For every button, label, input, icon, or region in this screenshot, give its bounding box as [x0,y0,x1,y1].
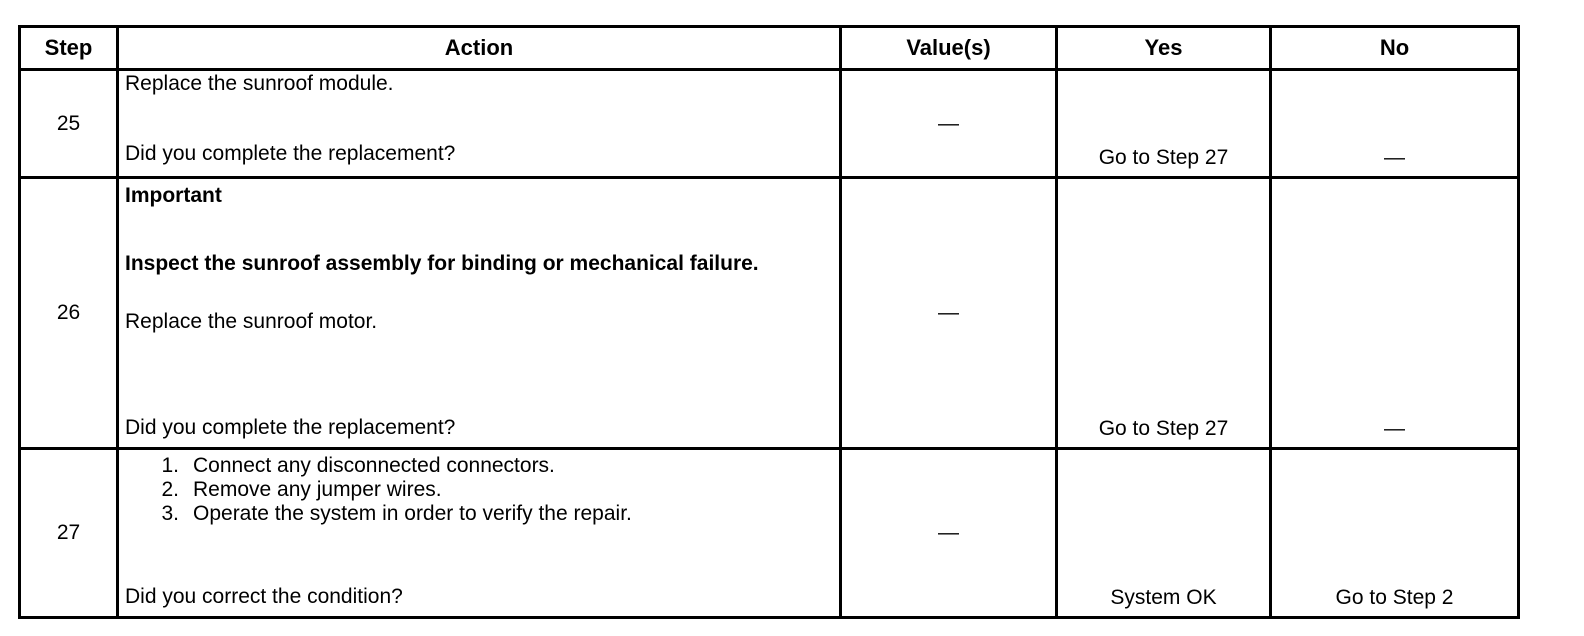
list-item [161,478,833,502]
yes-cell: Go to Step 27 [1057,178,1271,449]
step-number: 27 [20,449,118,618]
important-label: Important [125,184,222,207]
list-text: Connect any disconnected connectors. [193,454,555,477]
table-row-step-26 [20,178,1519,449]
header-values: Value(s) [841,27,1057,70]
header-row [20,27,1519,70]
action-text: Replace the sunroof module. [125,72,394,95]
list-text: Operate the system in order to verify the repair. [193,502,632,525]
value-cell: — [841,449,1057,618]
action-question: Did you complete the replacement? [125,142,456,165]
step-number: 25 [20,70,118,178]
action-question: Did you correct the condition? [125,585,403,608]
list-number: 2. [161,478,179,501]
header-step: Step [20,27,118,70]
action-question: Did you complete the replacement? [125,416,456,439]
list-number: 3. [161,502,179,525]
yes-cell: System OK [1057,449,1271,618]
header-yes: Yes [1057,27,1271,70]
list-item [161,454,833,478]
value-cell: — [841,178,1057,449]
list-item [161,502,833,526]
table-row-step-25 [20,70,1519,178]
no-cell: — [1271,178,1519,449]
action-text: Replace the sunroof motor. [125,310,378,333]
step-number: 26 [20,178,118,449]
list-number: 1. [161,454,179,477]
action-cell [118,70,841,178]
table-row-step-27 [20,449,1519,618]
no-cell: Go to Step 2 [1271,449,1519,618]
list-text: Remove any jumper wires. [193,478,442,501]
no-cell: — [1271,70,1519,178]
action-cell [118,178,841,449]
header-no: No [1271,27,1519,70]
procedure-list [125,454,833,526]
action-cell [118,449,841,618]
important-text: Inspect the sunroof assembly for binding or mechanical failure. [125,252,759,275]
header-action: Action [118,27,841,70]
yes-cell: Go to Step 27 [1057,70,1271,178]
diagnostic-table [18,25,1520,619]
value-cell: — [841,70,1057,178]
